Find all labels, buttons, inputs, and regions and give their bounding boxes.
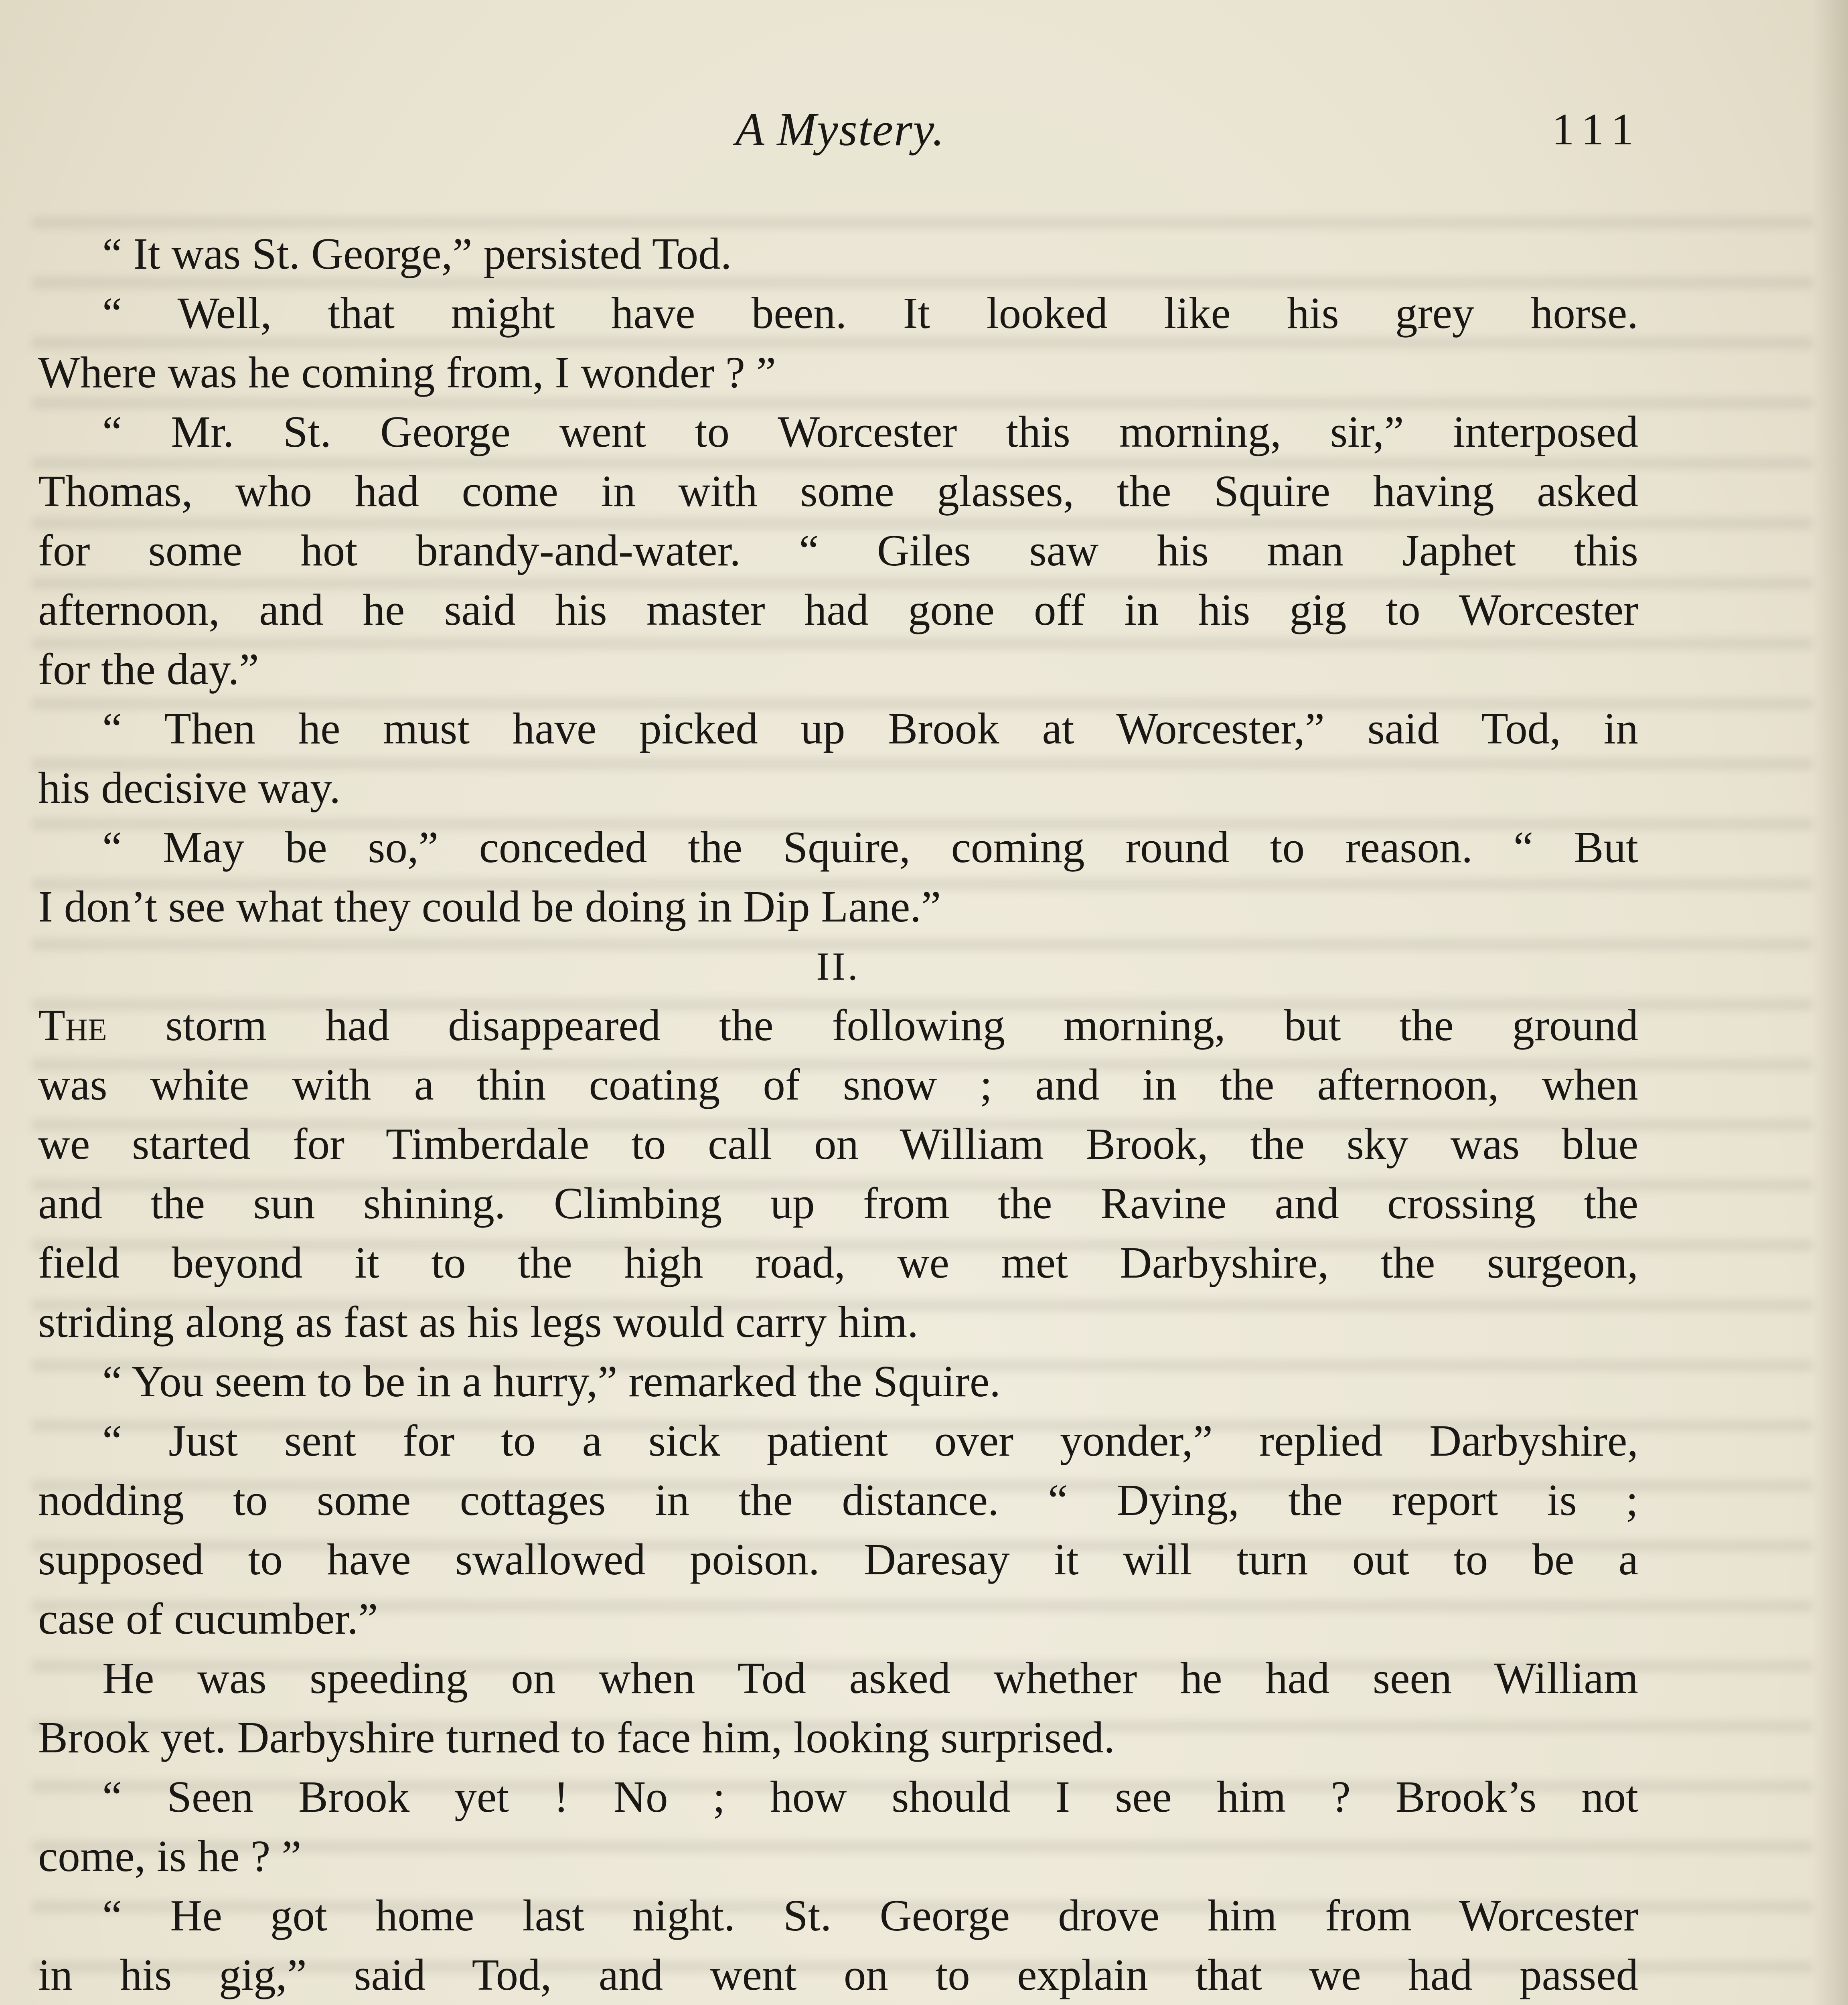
text-line: “ It was St. George,” persisted Tod.	[102, 229, 732, 279]
text-line: for the day.”	[38, 645, 259, 694]
text-line: The storm had disappeared the following morning, but the ground	[38, 1001, 1638, 1050]
text-line: field beyond it to the high road, we met Darbyshire, the surgeon,	[38, 1238, 1638, 1288]
running-title: A Mystery.	[735, 103, 945, 156]
page-number: 111	[1552, 105, 1642, 154]
page-header	[38, 102, 1642, 162]
text-line: case of cucumber.”	[38, 1594, 378, 1644]
text-line: striding along as fast as his legs would carry him.	[38, 1298, 918, 1347]
text-line: his decisive way.	[38, 764, 341, 813]
text-line: He was speeding on when Tod asked whether he had seen William	[102, 1654, 1638, 1703]
small-caps-lead: The	[38, 1001, 107, 1050]
text-line: in his gig,” said Tod, and went on to explain that we had passed	[38, 1950, 1638, 2000]
text-line: was white with a thin coating of snow ; and in the afternoon, when	[38, 1060, 1638, 1110]
text-line: Thomas, who had come in with some glasses, the Squire having asked	[38, 467, 1638, 516]
text-line: “ Just sent for to a sick patient over yonder,” replied Darbyshire,	[102, 1416, 1638, 1466]
text-line: “ He got home last night. St. George drove him from Worcester	[102, 1891, 1638, 1940]
text-line: Where was he coming from, I wonder ? ”	[38, 348, 776, 397]
text-line: we started for Timberdale to call on William Brook, the sky was blue	[38, 1120, 1638, 1169]
text-line: supposed to have swallowed poison. Daresay it will turn out to be a	[38, 1535, 1638, 1584]
text-line: Brook yet. Darbyshire turned to face him, looking surprised.	[38, 1713, 1115, 1762]
page-edge-shadow	[1812, 0, 1848, 2005]
text-line: afternoon, and he said his master had gone off in his gig to Worcester	[38, 585, 1638, 635]
body-text	[38, 225, 1638, 2005]
text-line: for some hot brandy-and-water. “ Giles saw his man Japhet this	[38, 526, 1638, 575]
text-line: “ Well, that might have been. It looked like his grey horse.	[102, 289, 1638, 338]
text-line: I don’t see what they could be doing in Dip Lane.”	[38, 882, 941, 932]
text-line: nodding to some cottages in the distance. “ Dying, the report is ;	[38, 1476, 1638, 1525]
text-line: “ You seem to be in a hurry,” remarked the Squire.	[102, 1357, 1001, 1406]
text-line: “ Then he must have picked up Brook at Worcester,” said Tod, in	[102, 704, 1638, 753]
text-line: come, is he ? ”	[38, 1832, 302, 1881]
text-line: “ Mr. St. George went to Worcester this morning, sir,” interposed	[102, 407, 1638, 457]
section-heading: II.	[816, 944, 860, 988]
text-line: “ Seen Brook yet ! No ; how should I see him ? Brook’s not	[102, 1772, 1638, 1822]
text-line: and the sun shining. Climbing up from the Ravine and crossing the	[38, 1179, 1638, 1228]
text-line: “ May be so,” conceded the Squire, coming round to reason. “ But	[102, 823, 1638, 872]
